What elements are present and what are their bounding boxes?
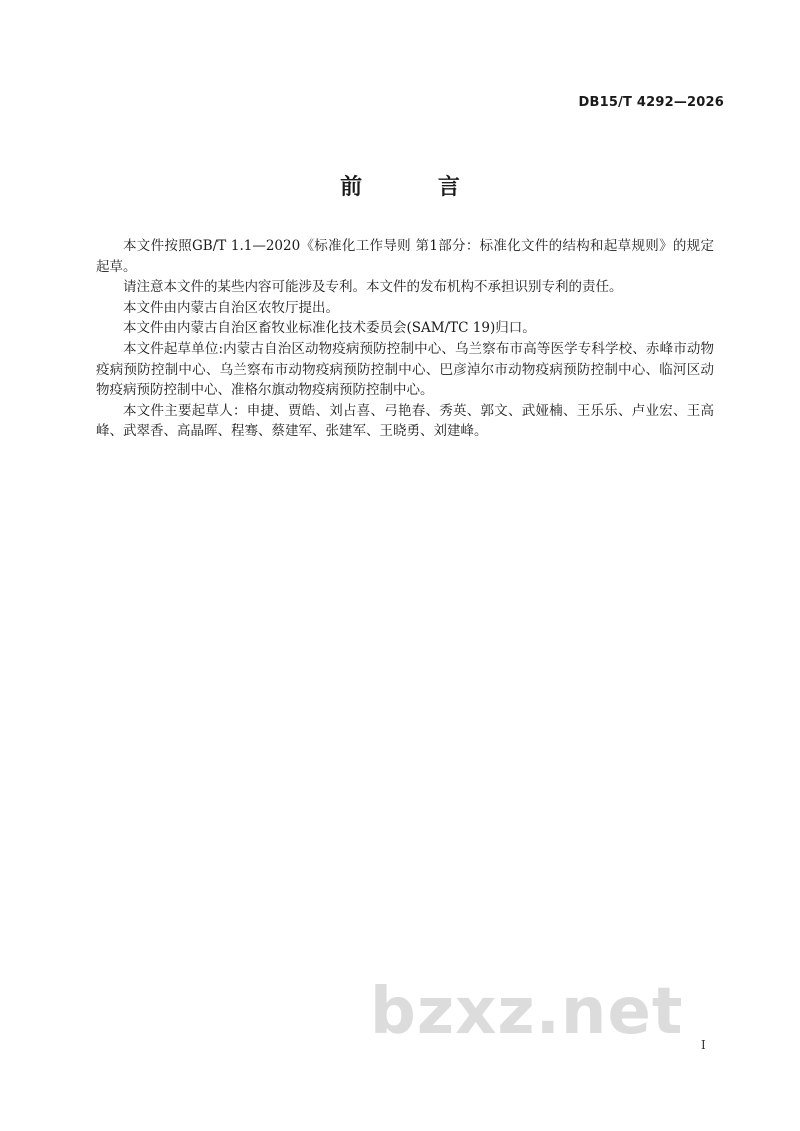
foreword-body bbox=[96, 236, 714, 442]
paragraph-drafting-rules: 本文件按照GB/T 1.1—2020《标准化工作导则 第1部分：标准化文件的结构和起草规则》的规定起草。 bbox=[96, 238, 714, 275]
page-title: 前 言 bbox=[340, 175, 494, 200]
paragraph-drafting-units: 本文件起草单位:内蒙古自治区动物疫病预防控制中心、乌兰察布市高等医学专科学校、赤峰市动物疫病预防控制中心、乌兰察布市动物疫病预防控制中心、巴彦淖尔市动物疫病预防控制中心、临河区动物疫病预防控制中心、准格尔旗动物疫病预防控制中心。 bbox=[96, 340, 714, 399]
watermark: bzxz.net bbox=[370, 975, 684, 1049]
page-number: I bbox=[701, 1038, 706, 1052]
document-code: DB15/T 4292—2026 bbox=[578, 95, 724, 110]
paragraph-proposer: 本文件由内蒙古自治区农牧厅提出。 bbox=[123, 299, 339, 316]
paragraph-committee: 本文件由内蒙古自治区畜牧业标准化技术委员会(SAM/TC 19)归口。 bbox=[123, 320, 536, 337]
paragraph-patent-notice: 请注意本文件的某些内容可能涉及专利。本文件的发布机构不承担识别专利的责任。 bbox=[123, 279, 623, 296]
paragraph-drafters: 本文件主要起草人：申捷、贾皓、刘占喜、弓艳春、秀英、郭文、武娅楠、王乐乐、卢业宏、王高峰、武翠香、高晶晖、程骞、蔡建军、张建军、王晓勇、刘建峰。 bbox=[96, 402, 714, 440]
